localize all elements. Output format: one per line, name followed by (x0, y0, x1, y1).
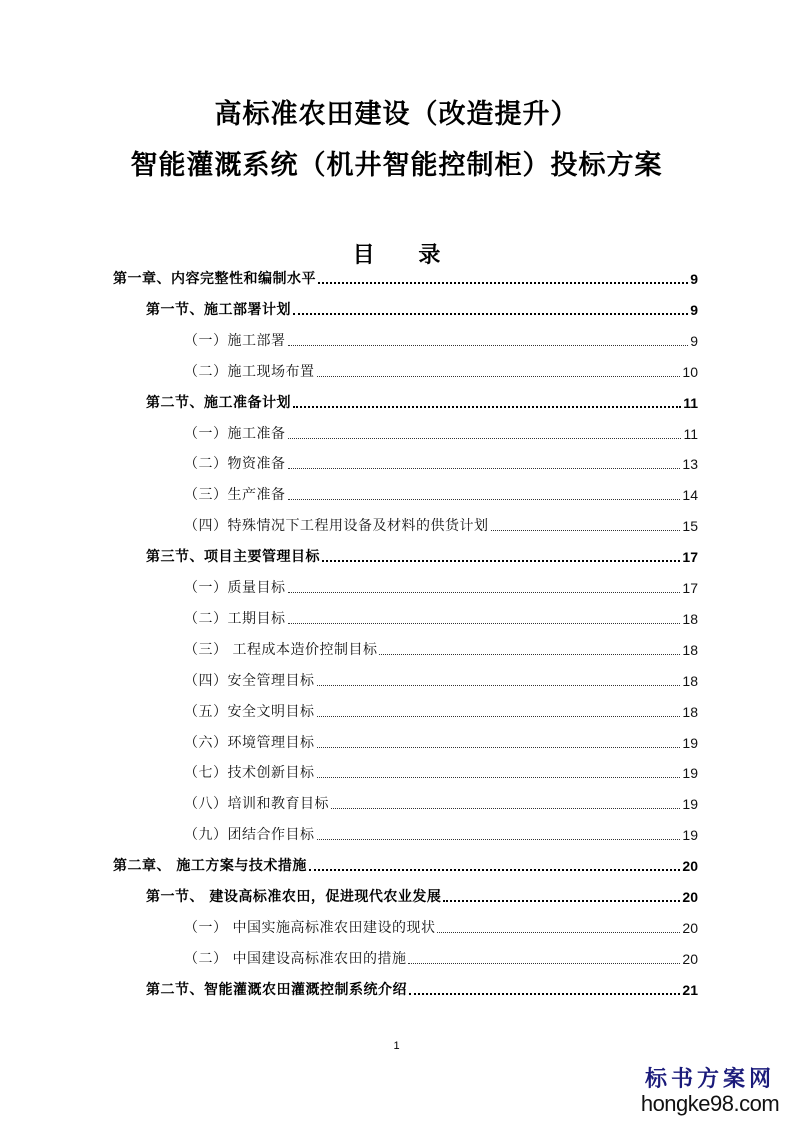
toc-entry[interactable] (184, 760, 698, 782)
toc-entry[interactable] (184, 791, 698, 813)
toc-entry[interactable] (184, 451, 698, 473)
toc-entry-page: 9 (690, 301, 698, 318)
toc-entry-label: （八）培训和教育目标 (184, 796, 329, 813)
toc-entry[interactable] (184, 606, 698, 628)
toc-entry-page: 20 (682, 858, 698, 875)
toc-entry-label: （五）安全文明目标 (184, 703, 315, 720)
toc-entry[interactable] (184, 421, 698, 443)
toc-dot-leader (317, 376, 681, 377)
toc-dot-leader (317, 716, 681, 717)
toc-dot-leader (317, 685, 681, 686)
watermark-url: hongke98.com (640, 1091, 780, 1116)
toc-entry[interactable] (184, 699, 698, 721)
toc-entry-page: 21 (682, 981, 698, 998)
toc-dot-leader (317, 747, 681, 748)
toc-entry-label: 第三节、项目主要管理目标 (146, 549, 320, 566)
toc-entry-label: 第二章、 施工方案与技术措施 (113, 858, 307, 875)
toc-dot-leader (317, 839, 681, 840)
toc-entry[interactable] (184, 915, 698, 937)
toc-dot-leader (437, 932, 680, 933)
toc-entry[interactable] (184, 668, 698, 690)
toc-entry-page: 19 (682, 796, 698, 813)
toc-entry-label: （六）环境管理目标 (184, 734, 315, 751)
toc-entry-label: （二）工期目标 (184, 610, 286, 627)
toc-dot-leader (288, 592, 681, 593)
toc-dot-leader (318, 282, 688, 284)
document-title-line2: 智能灌溉系统（机井智能控制柜）投标方案 (130, 150, 663, 181)
toc-entry[interactable] (184, 359, 698, 381)
toc-entry-page: 19 (682, 827, 698, 844)
toc-entry-page: 11 (683, 394, 698, 411)
toc-entry-page: 15 (682, 518, 698, 535)
toc-entry-page: 9 (690, 332, 698, 349)
toc-entry-page: 20 (682, 950, 698, 967)
toc-dot-leader (288, 499, 681, 500)
toc-entry-label: （二） 中国建设高标准农田的措施 (184, 950, 407, 967)
page-number: 1 (393, 1040, 400, 1052)
toc-entry-page: 19 (682, 765, 698, 782)
toc-entry-label: 第一节、 建设高标准农田，促进现代农业发展 (146, 889, 442, 905)
toc-entry-page: 9 (690, 271, 698, 287)
toc-entry[interactable] (146, 884, 698, 906)
toc-entry[interactable] (184, 482, 698, 504)
toc-entry[interactable] (184, 946, 698, 968)
toc-dot-leader (408, 963, 680, 964)
toc-entry[interactable] (146, 390, 698, 412)
toc-entry-label: （二）施工现场布置 (184, 363, 315, 380)
toc-entry-page: 18 (682, 672, 698, 689)
toc-entry-label: （一）施工部署 (184, 332, 286, 349)
toc-dot-leader (288, 345, 689, 346)
toc-entry-page: 13 (682, 456, 698, 473)
toc-entry-label: 第二节、施工准备计划 (146, 394, 291, 411)
toc-entry-page: 18 (682, 610, 698, 627)
toc-dot-leader (293, 406, 681, 408)
toc-entry[interactable] (184, 328, 698, 350)
toc-entry-label: （一）施工准备 (184, 425, 286, 442)
toc-entry-label: （三） 工程成本造价控制目标 (184, 641, 378, 658)
toc-entry-label: （一）质量目标 (184, 580, 286, 596)
toc-entry-page: 17 (682, 549, 698, 566)
toc-dot-leader (288, 623, 681, 624)
toc-entry[interactable] (146, 977, 698, 999)
toc-entry[interactable] (184, 730, 698, 752)
toc-dot-leader (288, 468, 681, 469)
toc-dot-leader (322, 560, 680, 562)
toc-entry-page: 20 (682, 889, 698, 905)
toc-dot-leader (409, 993, 680, 995)
toc-dot-leader (491, 530, 681, 531)
toc-dot-leader (317, 777, 681, 778)
toc-entry[interactable] (184, 513, 698, 535)
toc-entry-page: 19 (682, 734, 698, 751)
toc-entry-label: 第一节、施工部署计划 (146, 301, 291, 318)
toc-entry-page: 14 (682, 487, 698, 504)
toc-heading: 目 录 (352, 243, 459, 268)
toc-entry-label: （四）安全管理目标 (184, 672, 315, 689)
toc-entry-label: 第二节、智能灌溉农田灌溉控制系统介绍 (146, 981, 407, 998)
toc-entry-label: （四）特殊情况下工程用设备及材料的供货计划 (184, 518, 489, 535)
toc-entry[interactable] (146, 297, 698, 319)
toc-entry-label: 第一章、内容完整性和编制水平 (113, 271, 316, 287)
toc-entry-label: （九）团结合作目标 (184, 827, 315, 844)
toc-dot-leader (288, 438, 682, 439)
toc-entry[interactable] (113, 853, 698, 875)
toc-entry-label: （三）生产准备 (184, 487, 286, 504)
toc-entry[interactable] (146, 544, 698, 566)
toc-entry[interactable] (184, 637, 698, 659)
toc-entry-page: 17 (682, 580, 698, 596)
toc-entry-page: 18 (682, 703, 698, 720)
toc-entry-label: （一） 中国实施高标准农田建设的现状 (184, 919, 436, 936)
document-title-line1: 高标准农田建设（改造提升） (214, 99, 579, 130)
toc-entry-page: 11 (683, 425, 698, 442)
toc-dot-leader (309, 869, 681, 871)
toc-entry-page: 18 (682, 641, 698, 658)
toc-dot-leader (443, 900, 680, 902)
toc-entry-label: （二）物资准备 (184, 456, 286, 473)
toc-entry-page: 20 (682, 919, 698, 936)
toc-dot-leader (293, 313, 688, 315)
toc-entry[interactable] (184, 822, 698, 844)
toc-dot-leader (379, 654, 680, 655)
watermark-logo (635, 1066, 785, 1116)
toc-entry[interactable] (113, 266, 698, 288)
toc-entry-page: 10 (682, 363, 698, 380)
toc-entry[interactable] (184, 575, 698, 597)
toc-dot-leader (331, 808, 680, 809)
toc-entry-label: （七）技术创新目标 (184, 765, 315, 782)
watermark-text-cn: 标书方案网 (644, 1066, 775, 1092)
